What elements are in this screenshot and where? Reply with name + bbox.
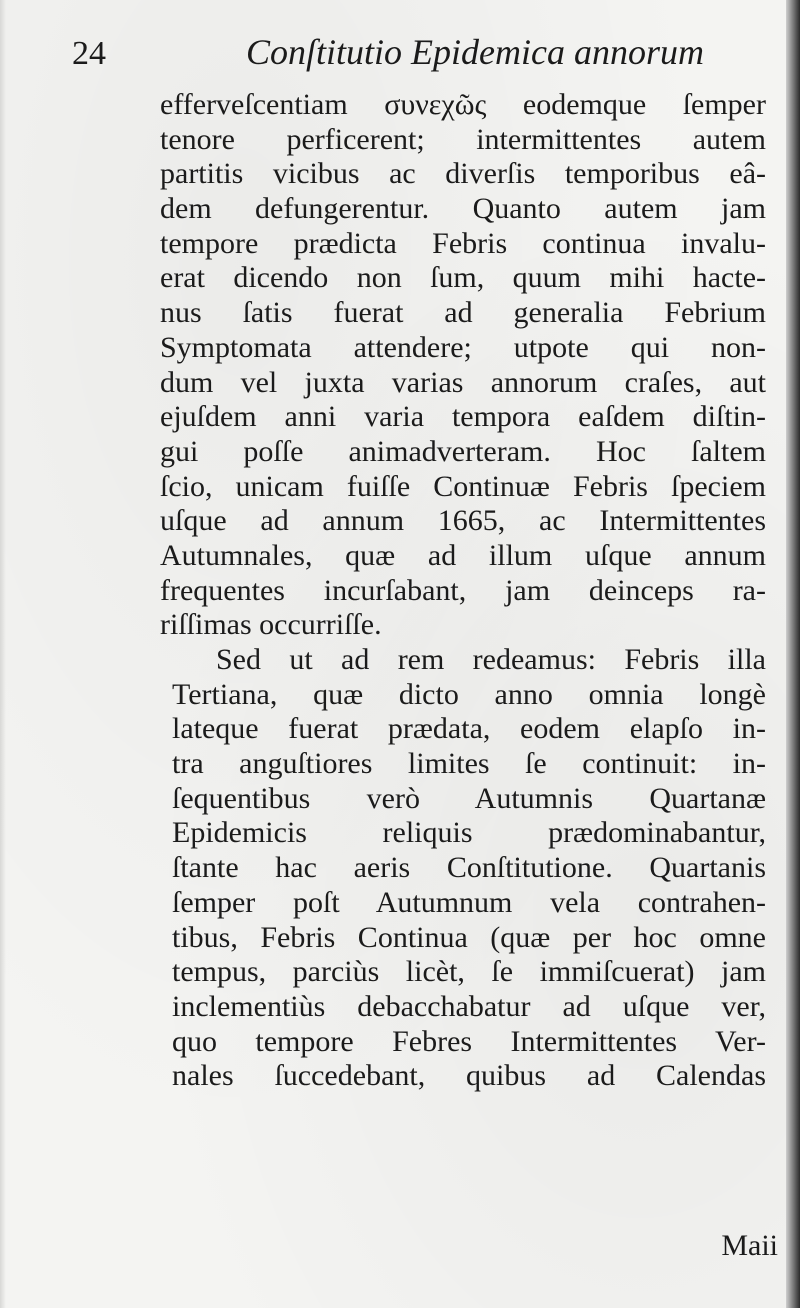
text-line: tra anguſtiores limites ſe continuit: in- <box>172 747 766 781</box>
text-line: dem defungerentur. Quanto autem jam <box>160 192 766 226</box>
text-line: tenore perficerent; intermittentes autem <box>160 122 766 156</box>
page-left-edge <box>0 0 6 1308</box>
text-line: dum vel juxta varias annorum craſes, aut <box>160 365 766 399</box>
text-line: uſque ad annum 1665, ac Intermittentes <box>160 504 766 538</box>
text-line: ſequentibus verò Autumnis Quartanæ <box>172 781 766 815</box>
text-line: erat dicendo non ſum, quum mihi hacte- <box>160 261 766 295</box>
binding-gutter-shadow <box>786 0 800 1308</box>
text-line: tempore prædicta Febris continua invalu- <box>160 226 766 260</box>
paragraph-start-line: Sed ut ad rem redeamus: Febris illa <box>216 643 766 676</box>
text-line: inclementiùs debacchabatur ad uſque ver, <box>172 989 766 1023</box>
page-header <box>60 22 740 82</box>
text-line: partitis vicibus ac diverſis temporibus eâ- <box>160 157 766 191</box>
body-text <box>160 88 766 1094</box>
text-line: ſemper poſt Autumnum vela contrahen- <box>172 885 766 919</box>
text-line: lateque fuerat prædata, eodem elapſo in- <box>172 712 766 746</box>
text-line: gui poſſe animadverteram. Hoc ſaltem <box>160 434 766 468</box>
text-line: ſtante hac aeris Conſtitutione. Quartanis <box>172 851 766 885</box>
text-line: nales ſuccedebant, quibus ad Calendas <box>172 1059 766 1093</box>
page-number: 24 <box>72 35 106 72</box>
text-line: quo tempore Febres Intermittentes Ver- <box>172 1024 766 1058</box>
text-line: tibus, Febris Continua (quæ per hoc omne <box>172 920 766 954</box>
text-line: efferveſcentiam συνεχῶς eodemque ſemper <box>160 88 766 121</box>
catchword: Maii <box>721 1229 778 1262</box>
text-line: Symptomata attendere; utpote qui non- <box>160 330 766 364</box>
text-line: ejuſdem anni varia tempora eaſdem diſtin- <box>160 400 766 434</box>
text-line: nus ſatis fuerat ad generalia Febrium <box>160 296 766 330</box>
text-line: ſcio, unicam fuiſſe Continuæ Febris ſpeciem <box>160 469 766 503</box>
text-line: Autumnales, quæ ad illum uſque annum <box>160 538 766 572</box>
running-title: Conſtitutio Epidemica annorum <box>246 32 704 72</box>
text-line: riſſimas occurriſſe. <box>160 608 382 642</box>
text-line: Tertiana, quæ dicto anno omnia longè <box>172 677 766 711</box>
text-line: Epidemicis reliquis prædominabantur, <box>172 816 766 850</box>
text-line: frequentes incurſabant, jam deinceps ra- <box>160 573 766 607</box>
text-line: tempus, parciùs licèt, ſe immiſcuerat) jam <box>172 955 766 989</box>
